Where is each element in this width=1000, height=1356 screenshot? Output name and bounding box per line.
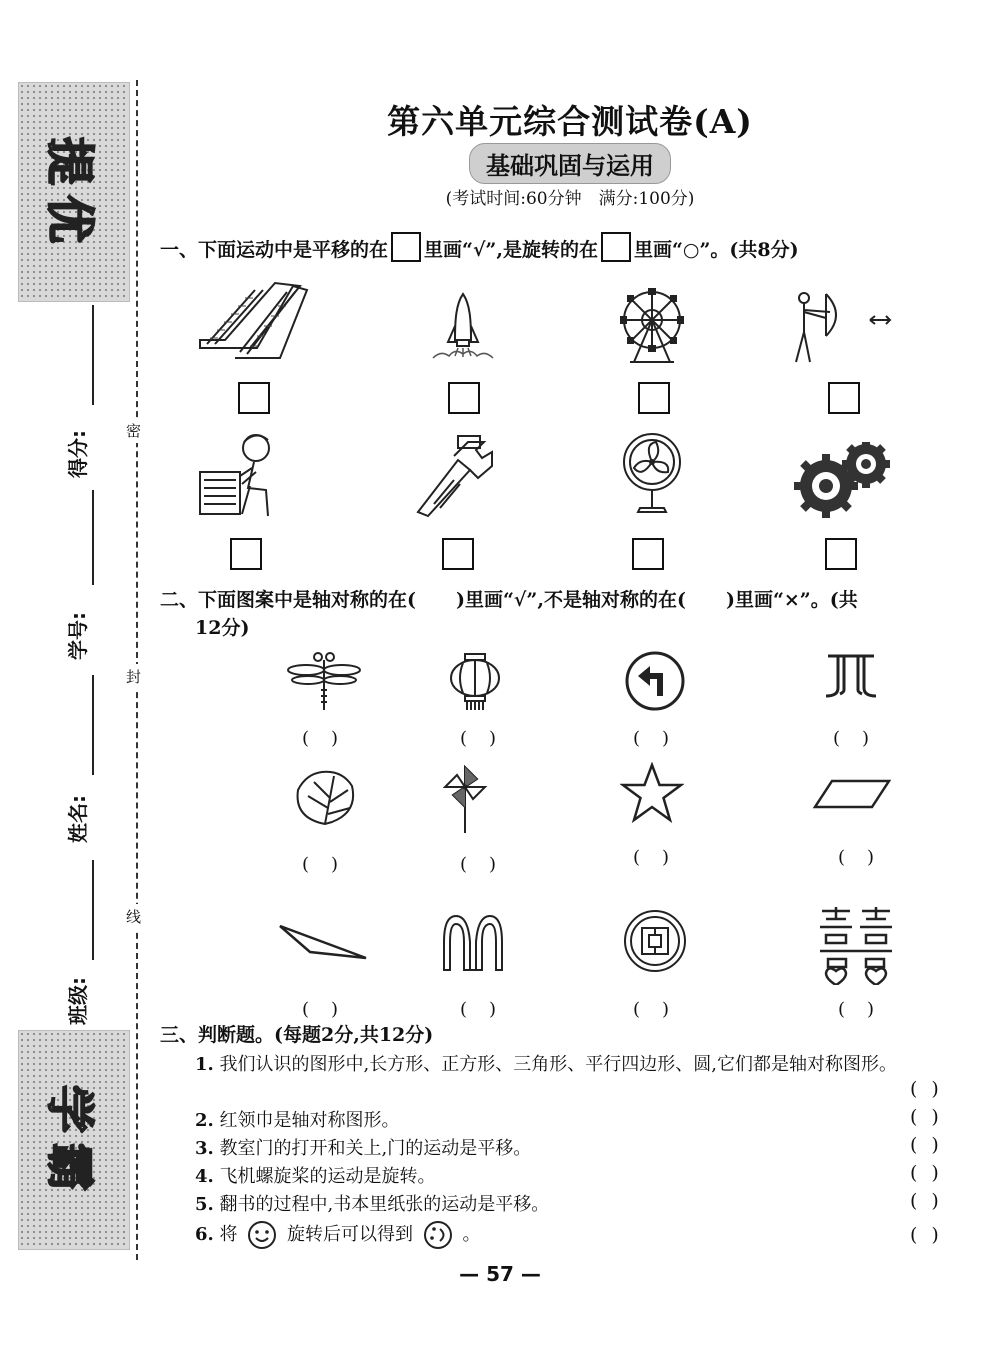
archer-icon xyxy=(788,290,898,365)
score-label: 得分: xyxy=(66,430,90,478)
q2-paren-12[interactable]: ( ) xyxy=(838,999,877,1020)
q2-heading-b: )里画“√”,不是轴对称的在( xyxy=(456,589,686,611)
q2-heading-a: 二、下面图案中是轴对称的在( xyxy=(160,589,416,611)
q3-paren-2[interactable]: () xyxy=(910,1106,953,1128)
q3-item-6-pre: 将 xyxy=(219,1224,238,1245)
q2-paren-3[interactable]: ( ) xyxy=(633,728,672,749)
score-line xyxy=(92,305,94,405)
dragonfly-icon xyxy=(284,650,364,712)
q1-heading xyxy=(160,232,799,262)
student-id-label: 学号: xyxy=(66,612,90,660)
lantern-icon xyxy=(447,652,503,712)
q1-heading-a: 一、下面运动中是平移的在 xyxy=(160,239,389,261)
section-subtitle: 基础巩固与运用 xyxy=(469,143,671,184)
rotated-smiley-face-icon xyxy=(423,1220,453,1255)
escalator-icon xyxy=(195,278,310,363)
double-happiness-icon xyxy=(816,905,896,985)
bottom-badge-text: 学霸 xyxy=(41,1085,98,1202)
q2-paren-10[interactable]: ( ) xyxy=(460,999,499,1020)
q2-paren-2[interactable]: ( ) xyxy=(460,728,499,749)
parallelogram-icon xyxy=(812,778,892,810)
bottom-badge xyxy=(18,1030,130,1250)
q1-answer-box-5[interactable] xyxy=(230,538,262,570)
q3-item-2-text: 红领巾是轴对称图形。 xyxy=(219,1110,400,1131)
q3-paren-3[interactable]: () xyxy=(910,1134,953,1156)
q3-item-1-num: 1. xyxy=(195,1054,214,1075)
seal-mark-feng: 封 xyxy=(126,664,141,689)
gears-icon xyxy=(790,442,890,520)
top-badge-text: 提优 xyxy=(41,137,98,254)
q3-item-6 xyxy=(195,1220,480,1255)
page-number: — 57 — xyxy=(459,1262,541,1286)
q2-paren-7[interactable]: ( ) xyxy=(633,847,672,868)
q2-paren-6[interactable]: ( ) xyxy=(460,854,499,875)
student-id-line xyxy=(92,675,94,775)
q3-item-3-text: 教室门的打开和关上,门的运动是平移。 xyxy=(219,1138,532,1159)
q3-item-4-num: 4. xyxy=(195,1166,214,1187)
gate-shape-icon xyxy=(820,652,882,700)
q3-item-5-text: 翻书的过程中,书本里纸张的运动是平移。 xyxy=(219,1194,550,1215)
q3-heading: 三、判断题。(每题2分,共12分) xyxy=(160,1024,434,1046)
q3-item-6-num: 6. xyxy=(195,1224,214,1245)
class-label: 班级: xyxy=(66,977,90,1025)
q2-paren-11[interactable]: ( ) xyxy=(633,999,672,1020)
subtitle-wrap xyxy=(140,143,1000,184)
q3-item-2-num: 2. xyxy=(195,1110,214,1131)
q3-item-5-num: 5. xyxy=(195,1194,214,1215)
q1-heading-c: 里画“○”。(共8分) xyxy=(633,239,799,261)
star-icon xyxy=(620,762,684,824)
score-line-lower xyxy=(92,490,94,585)
q1-answer-box-6[interactable] xyxy=(442,538,474,570)
turn-left-sign-icon xyxy=(624,650,686,712)
ferris-wheel-icon xyxy=(612,286,692,366)
q3-item-1 xyxy=(195,1050,897,1076)
q3-item-3-num: 3. xyxy=(195,1138,214,1159)
q2-paren-1[interactable]: ( ) xyxy=(302,728,341,749)
seal-mark-mi: 密 xyxy=(126,418,141,443)
q2-paren-4[interactable]: ( ) xyxy=(833,728,872,749)
q1-answer-box-4[interactable] xyxy=(828,382,860,414)
q1-answer-box-1[interactable] xyxy=(238,382,270,414)
q2-paren-9[interactable]: ( ) xyxy=(302,999,341,1020)
q3-item-4 xyxy=(195,1162,436,1188)
q3-item-5 xyxy=(195,1190,549,1216)
electric-fan-icon xyxy=(614,430,690,516)
boy-pushing-box-icon xyxy=(196,428,296,520)
q3-item-6-mid: 旋转后可以得到 xyxy=(287,1224,413,1245)
exam-info: (考试时间:60分钟 满分:100分) xyxy=(445,189,695,209)
q3-paren-1[interactable]: () xyxy=(910,1078,953,1100)
q1-heading-b: 里画“√”,是旋转的在 xyxy=(424,239,598,261)
q1-answer-box-7[interactable] xyxy=(632,538,664,570)
q2-heading-line2: 12分) xyxy=(195,617,250,639)
top-badge xyxy=(18,82,130,302)
name-line xyxy=(92,860,94,960)
q1-sample-box xyxy=(391,232,421,262)
q3-item-1-text: 我们认识的图形中,长方形、正方形、三角形、平行四边形、圆,它们都是轴对称图形。 xyxy=(219,1054,897,1075)
q2-paren-8[interactable]: ( ) xyxy=(838,847,877,868)
coin-icon xyxy=(622,908,688,974)
q3-paren-5[interactable]: () xyxy=(910,1190,953,1212)
name-label: 姓名: xyxy=(66,795,90,843)
q3-item-6-post: 。 xyxy=(462,1224,481,1245)
q1-answer-box-2[interactable] xyxy=(448,382,480,414)
pinwheel-icon xyxy=(443,765,489,835)
mcdonalds-m-icon xyxy=(440,912,506,972)
q1-sample-box-2 xyxy=(601,232,631,262)
wrench-icon xyxy=(414,430,504,518)
q3-paren-4[interactable]: () xyxy=(910,1162,953,1184)
smiley-face-icon xyxy=(247,1220,277,1255)
seal-mark-xian: 线 xyxy=(126,904,141,929)
q2-paren-5[interactable]: ( ) xyxy=(302,854,341,875)
triangle-icon xyxy=(276,922,370,962)
rocket-icon xyxy=(428,290,498,362)
q1-answer-box-8[interactable] xyxy=(825,538,857,570)
q2-heading xyxy=(160,585,858,612)
q3-item-3 xyxy=(195,1134,531,1160)
page-title: 第六单元综合测试卷(A) xyxy=(387,102,753,141)
q3-item-2 xyxy=(195,1106,400,1132)
leaf-icon xyxy=(292,768,358,828)
q1-answer-box-3[interactable] xyxy=(638,382,670,414)
q3-item-4-text: 飞机螺旋桨的运动是旋转。 xyxy=(219,1166,436,1187)
q2-heading-c: )里画“×”。(共 xyxy=(725,589,858,611)
q3-paren-6[interactable]: () xyxy=(910,1224,953,1246)
